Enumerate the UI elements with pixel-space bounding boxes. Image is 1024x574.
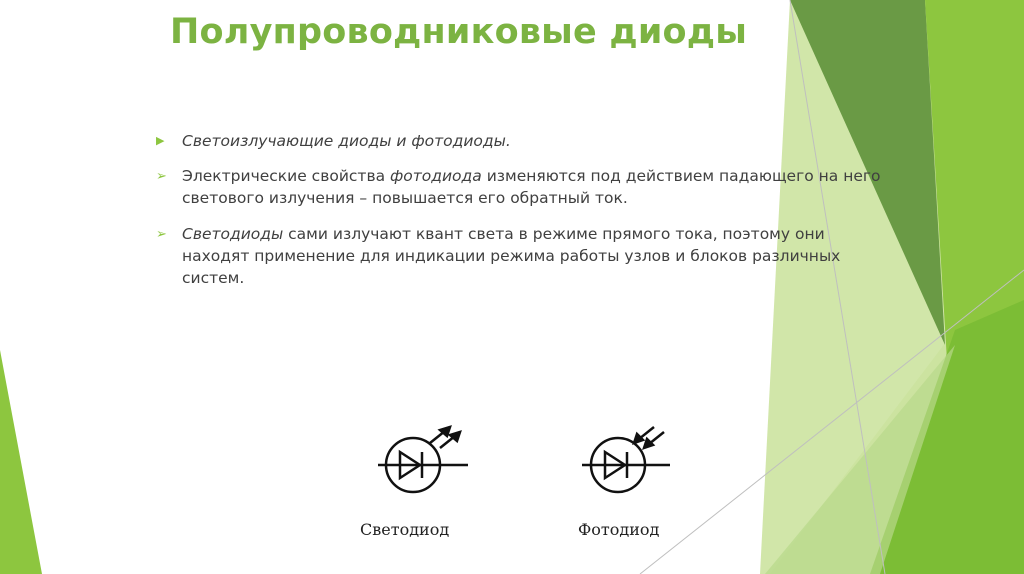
bullet-arrow-icon: ➢ — [156, 227, 167, 242]
slide-title: Полупроводниковые диоды — [170, 12, 748, 52]
bullet-text-end: изменяются под действием падающего на него светового излучения – повышается его обратный ток. — [182, 167, 881, 207]
bullet-arrow-icon: ➢ — [156, 169, 167, 184]
led-label: Светодиод — [360, 520, 450, 539]
bullet-item — [156, 130, 896, 152]
bullet-text: Светоизлучающие диоды и фотодиоды. — [182, 132, 511, 150]
bullet-text-end: сами излучают квант света в режиме прямого тока, поэтому они находят применение для индикации режима работы узлов и блоков различных систем. — [182, 225, 841, 287]
decor-shape-left — [0, 350, 42, 574]
photodiode-label: Фотодиод — [578, 520, 660, 539]
bullet-item — [156, 165, 896, 209]
diode-symbols-figure — [360, 410, 700, 550]
led-symbol-icon — [378, 427, 468, 492]
bullet-emphasis: фотодиода — [390, 167, 482, 185]
bullet-list — [156, 130, 896, 289]
bullet-item — [156, 223, 896, 289]
bullet-text-start: Электрические свойства — [182, 167, 391, 185]
photodiode-symbol-icon — [582, 427, 670, 492]
bullet-emphasis: Светодиоды — [182, 225, 284, 243]
bullet-triangle-icon: ▶ — [156, 134, 165, 147]
